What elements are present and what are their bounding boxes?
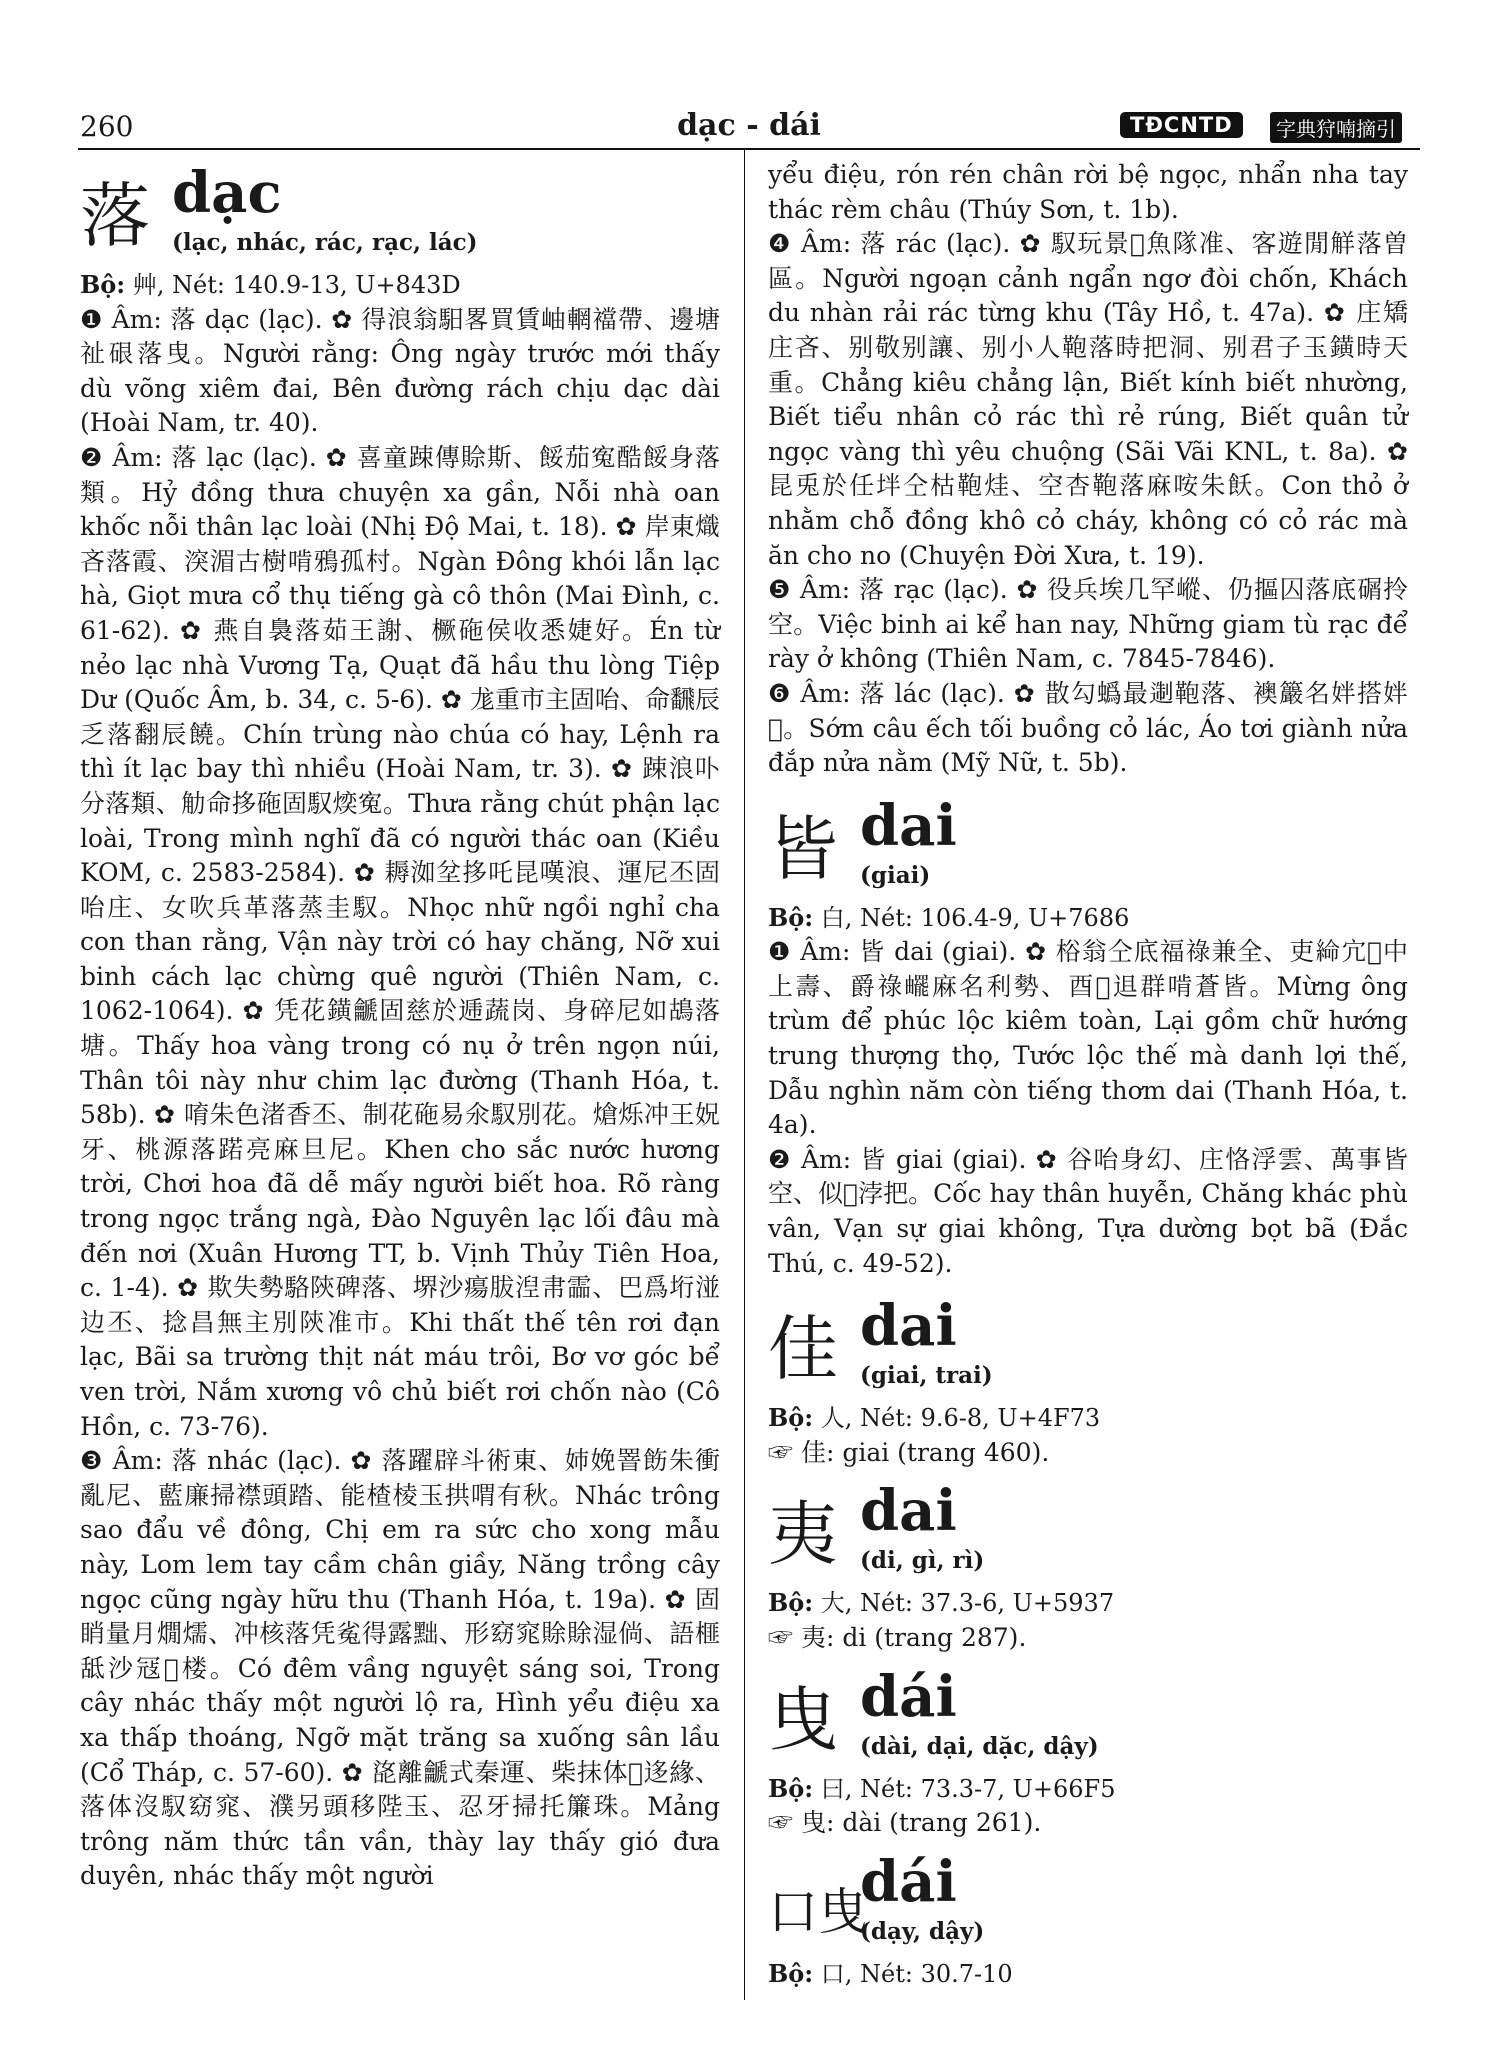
- variant-readings: (di, gì, rì): [860, 1547, 985, 1575]
- sense-4: ❹ Âm: 落 rác (lạc). ✿ 馭玩景𥹰魚隊准、客遊閒觧落曽區。Người ngoạn cảnh ngẩn ngơ đòi chốn, Khách du nhàn rải rác từng khu (Tây Hồ, t. 47a). ✿ 庄矯庄吝、别敬别讓、别小人鞄落時把洞、别君子玉鐄時天重。Chẳng kiêu chẳng lận, Biết kính biết nhường, Biết tiểu nhân cỏ rác thì rẻ rúng, Biết quân tử ngọc vàng thì yêu chuộng (Sãi Vãi KNL, t. 8a). ✿ 昆兎於任坢仝枯鞄烓、空杏鞄落麻咹朱飫。Con thỏ ở nhằm chỗ đồng khô cỏ cháy, không có cỏ rác mà ăn cho no (Chuyện Đời Xưa, t. 19).: [768, 229, 1408, 570]
- sense-2: ❷ Âm: 皆 giai (giai). ✿ 谷咍身幻、庄恪浮雲、萬事皆空、似𦬑浡把。Cốc hay thân huyễn, Chăng khác phù vân, Vạn sự giai không, Tựa dường bọt bã (Đắc Thú, c. 49-52).: [768, 1144, 1408, 1278]
- han-character: 皆: [768, 807, 838, 890]
- entry-heading: [768, 791, 1408, 901]
- entry-heading: [768, 1662, 1408, 1772]
- page-header: [0, 108, 1498, 148]
- sense-5: ❺ Âm: 落 rạc (lạc). ✿ 役兵埃几罕嵷、仍摳囚落底碿拎空。Việc binh ai kể han nay, Những giam tù rạc để rày ở không (Thiên Nam, c. 7845-7846).: [768, 575, 1408, 674]
- series-badge: TĐCNTD: [1120, 112, 1243, 138]
- header-rule: [78, 148, 1420, 150]
- variant-readings: (dạy, dậy): [860, 1917, 985, 1945]
- entry-heading: [768, 1476, 1408, 1586]
- sense-continuation: yểu điệu, rón rén chân rời bệ ngọc, nhẩn nha tay thác rèm châu (Thúy Sơn, t. 1b).: [768, 160, 1408, 224]
- radical-line: Bộ: 口, Nét: 30.7-10: [768, 1958, 1013, 1988]
- han-character: 夷: [768, 1493, 838, 1576]
- radical-line: Bộ: 人, Nét: 9.6-8, U+4F73: [768, 1403, 1101, 1433]
- han-character: 口曳: [768, 1882, 868, 1941]
- series-logo: 字典狩喃摘引: [1270, 112, 1402, 143]
- running-title: dạc - dái: [677, 108, 821, 143]
- variant-readings: (lạc, nhác, rác, rạc, lác): [172, 229, 478, 256]
- variant-readings: (dài, dại, dặc, dậy): [860, 1732, 1099, 1760]
- cross-reference: ☞ 夷: di (trang 287).: [768, 1623, 1027, 1652]
- radical-line: Bộ: 艸, Nét: 140.9-13, U+843D: [80, 270, 461, 299]
- right-column: [768, 158, 1408, 1991]
- headword: dai: [860, 1478, 957, 1545]
- han-character: 曳: [768, 1678, 838, 1761]
- headword: dai: [860, 1293, 957, 1360]
- radical-line: Bộ: 大, Nét: 37.3-6, U+5937: [768, 1588, 1115, 1618]
- column-divider: [744, 150, 745, 2000]
- sense-3: ❸ Âm: 落 nhác (lạc). ✿ 落躍辟斗術東、姉娩罯飭朱衝亂尼、藍廉掃襟頭踏、能楂棱玉拱喟有秋。Nhác trông sao đẩu về đông, Chị em ra sức cho xong mẫu này, Lom lem tay cầm chân giầy, Năng trồng cây ngọc cũng ngày hữu thu (Thanh Hóa, t. 19a). ✿ 固睄量月燗燸、冲核落凭㝹得露黜、形窈窕賖賖湿倘、語榧䑛沙冦𨚟楼。Có đêm vầng nguyệt sáng soi, Trong cây nhác thấy một người lộ ra, Hình yểu điệu xa xa thấp thoáng, Ngỡ mặt trăng sa xuống sân lầu (Cổ Tháp, c. 57-60). ✿ 㖳離䶵式秦運、柴抹体𦡟迻緣、落体沒馭窈窕、濮另頭移陛玉、忍牙掃托簾珠。Mảng trông năm thức tần vần, thày lay thấy gió đưa duyên, nhác thấy một người: [80, 1446, 720, 1891]
- entry-heading: [80, 158, 720, 268]
- sense-6: ❻ Âm: 落 lác (lạc). ✿ 㪚勾蟡最𨔈鞄落、襖䉷名姅搭姅𦸼。Sớm câu ếch tối buồng cỏ lác, Áo tơi giành nửa đắp nửa nằm (Mỹ Nữ, t. 5b).: [768, 678, 1408, 778]
- sense-1: ❶ Âm: 皆 dai (giai). ✿ 㭲翁仝底福祿兼全、吏𦁸宂𨤔中上壽、爵祿𤳸麻名利勢、酉𡦂䢐群啃蒼皆。Mừng ông trùm để phúc lộc kiêm toàn, Lại gồm chữ hướng trung thượng thọ, Tước lộc thế mà danh lợi thế, Dẫu nghìn năm còn tiếng thơm dai (Thanh Hóa, t. 4a).: [768, 937, 1408, 1140]
- headword: dái: [860, 1848, 957, 1915]
- entry-heading: [768, 1291, 1408, 1401]
- headword: dái: [860, 1663, 957, 1730]
- headword: dai: [860, 792, 957, 859]
- left-column: [80, 158, 720, 1894]
- cross-reference: ☞ 佳: giai (trang 460).: [768, 1437, 1050, 1467]
- sense-1: ❶ Âm: 落 dạc (lạc). ✿ 得浪翁馹畧買賃岫輞襠帶、邊塘祉硍落曳。Người rằng: Ông ngày trước mới thấy dù võng xiêm đai, Bên đường rách chịu dạc dài (Hoài Nam, tr. 40).: [80, 304, 720, 438]
- entry-heading: [768, 1847, 1408, 1957]
- page-number: 260: [80, 110, 134, 143]
- variant-readings: (giai, trai): [860, 1362, 993, 1390]
- variant-readings: (giai): [860, 861, 931, 889]
- han-character: 佳: [768, 1308, 838, 1391]
- han-character: 落: [80, 175, 150, 257]
- radical-line: Bộ: 曰, Nét: 73.3-7, U+66F5: [768, 1773, 1116, 1803]
- radical-line: Bộ: 白, Nét: 106.4-9, U+7686: [768, 902, 1130, 932]
- headword: dạc: [172, 160, 282, 226]
- sense-2: ❷ Âm: 落 lạc (lạc). ✿ 喜童踈傳賒斯、餒茄寃酷餒身落類。Hỷ đồng thưa chuyện xa gần, Nỗi nhà oan khốc nỗi thân lạc loài (Nhị Độ Mai, t. 18). ✿ 岸東熾吝落霞、湥湄古樹啃鴉孤村。Ngàn Đông khói lẫn lạc hà, Giọt mưa cổ thụ tiếng gà cô thôn (Mai Đình, c. 61-62). ✿ 燕自裊落茹王謝、橛砤侯收悉婕好。Én từ nẻo lạc nhà Vương Tạ, Quạt đã hầu thu lòng Tiệp Dư (Quốc Âm, b. 34, c. 5-6). ✿ 尨重市主固咍、命飜辰乏落翻辰饒。Chín trùng nào chúa có hay, Lệnh ra thì ít lạc bay thì nhiều (Hoài Nam, tr. 3). ✿ 踈浪卟分落類、觔命拸砤固馭㷜寃。Thưa rằng chút phận lạc loài, Trong mình nghĩ đã có người thác oan (Kiều KOM, c. 2583-2584). ✿ 耨洳坌拸吒昆嘆浪、運尼丕固咍庄、女吹兵革落蒸圭馭。Nhọc nhữ ngồi nghỉ cha con than rằng, Vận này trời có hay chăng, Nỡ xui binh cách lạc chừng quê người (Thiên Nam, c. 1062-1064). ✿ 凭花鐄䶵固慈於逓蔬岗、身碎尼如鴣落塘。Thấy hoa vàng trong có nụ ở trên ngọn núi, Thân tôi này như chim lạc đường (Thanh Hóa, t. 58b). ✿ 唷朱色渚香丕、制花砤易氽馭別花。熗烁冲王㚾牙、桃源落蹃亮麻旦尼。Khen cho sắc nước hương trời, Chơi hoa đã dễ mấy người biết hoa. Rõ ràng trong ngọc trắng ngà, Đào Nguyên lạc lối đâu mà đến nơi (Xuân Hương TT, b. Vịnh Thủy Tiên Hoa, c. 1-4). ✿ 欺失勢駱陝碑落、堺沙瘍胈湼帇霝、巴爲垳湴边丕、捻昌無主別陝准市。Khi thất thế tên rơi đạn lạc, Bãi sa trường thịt nát máu trôi, Bơ vơ góc bể ven trời, Nắm xương vô chủ biết rơi chốn nào (Cô Hồn, c. 73-76).: [80, 442, 720, 1441]
- cross-reference: ☞ 曳: dài (trang 261).: [768, 1808, 1042, 1838]
